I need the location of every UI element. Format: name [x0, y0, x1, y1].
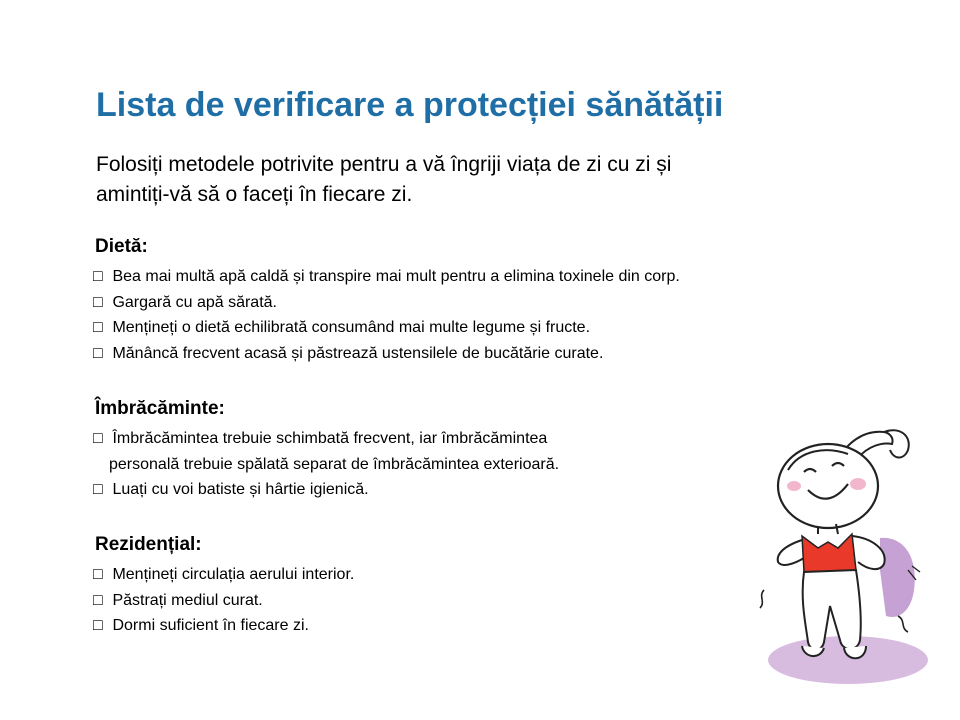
checkbox-icon: □	[93, 268, 103, 285]
checklist-item	[93, 613, 354, 639]
checkbox-icon: □	[93, 293, 103, 311]
checklist-item	[93, 426, 559, 452]
section-rezidential	[93, 532, 354, 639]
checklist-item	[93, 588, 354, 614]
section-heading: Rezidențial:	[95, 534, 202, 555]
checkbox-icon: □	[93, 481, 103, 498]
checklist-item-text: Gargară cu apă sărată.	[112, 293, 277, 311]
checklist-item-text: Mențineți o dietă echilibrată consumând mai multe legume și fructe.	[112, 319, 591, 336]
red-shirt-icon	[802, 534, 856, 572]
checklist-item	[93, 341, 680, 367]
checklist-item-text: Mențineți circulația aerului interior.	[112, 566, 355, 583]
checkbox-icon: □	[93, 344, 103, 362]
checklist-item-continuation: personală trebuie spălată separat de îmbrăcămintea exterioară.	[109, 455, 560, 473]
cartoon-girl-illustration	[748, 420, 948, 690]
checkbox-icon: □	[93, 617, 103, 634]
backpack-icon	[880, 538, 915, 617]
section-dieta	[93, 234, 680, 366]
checklist-item-text: Bea mai multă apă caldă și transpire mai mult pentru a elimina toxinele din corp.	[112, 268, 680, 285]
left-arm-icon	[778, 540, 804, 565]
checklist-item-text: Îmbrăcămintea trebuie schimbată frecvent, iar îmbrăcămintea	[112, 430, 548, 447]
section-heading: Dietă:	[95, 236, 148, 257]
section-imbracaminte	[93, 396, 559, 503]
checkbox-icon: □	[93, 566, 103, 583]
checkbox-icon: □	[93, 591, 103, 609]
checklist-item	[93, 477, 559, 503]
checklist-item-text: Dormi suficient în fiecare zi.	[112, 617, 309, 634]
checklist-item-text: Păstrați mediul curat.	[112, 591, 263, 609]
section-heading: Îmbrăcăminte:	[95, 398, 225, 419]
checklist-item	[93, 264, 680, 290]
right-arm-icon	[852, 536, 885, 569]
intro-line: amintiți-vă să o faceți în fiecare zi.	[96, 183, 413, 206]
checklist-item	[93, 290, 680, 316]
cheek-icon	[787, 481, 801, 491]
checklist-item	[93, 315, 680, 341]
intro-text	[96, 150, 671, 210]
page-title: Lista de verificare a protecției sănătății	[96, 86, 724, 124]
checkbox-icon: □	[93, 430, 103, 447]
intro-line: Folosiți metodele potrivite pentru a vă îngriji viața de zi cu zi și	[96, 153, 672, 176]
checkbox-icon: □	[93, 319, 103, 336]
motion-lines-icon	[760, 590, 764, 608]
checklist-item	[93, 562, 354, 588]
checklist-item-text: Luați cu voi batiste și hârtie igienică.	[112, 481, 369, 498]
cheek-icon	[850, 478, 866, 490]
checklist-item-text: Mănâncă frecvent acasă și păstrează ustensilele de bucătărie curate.	[112, 344, 604, 362]
